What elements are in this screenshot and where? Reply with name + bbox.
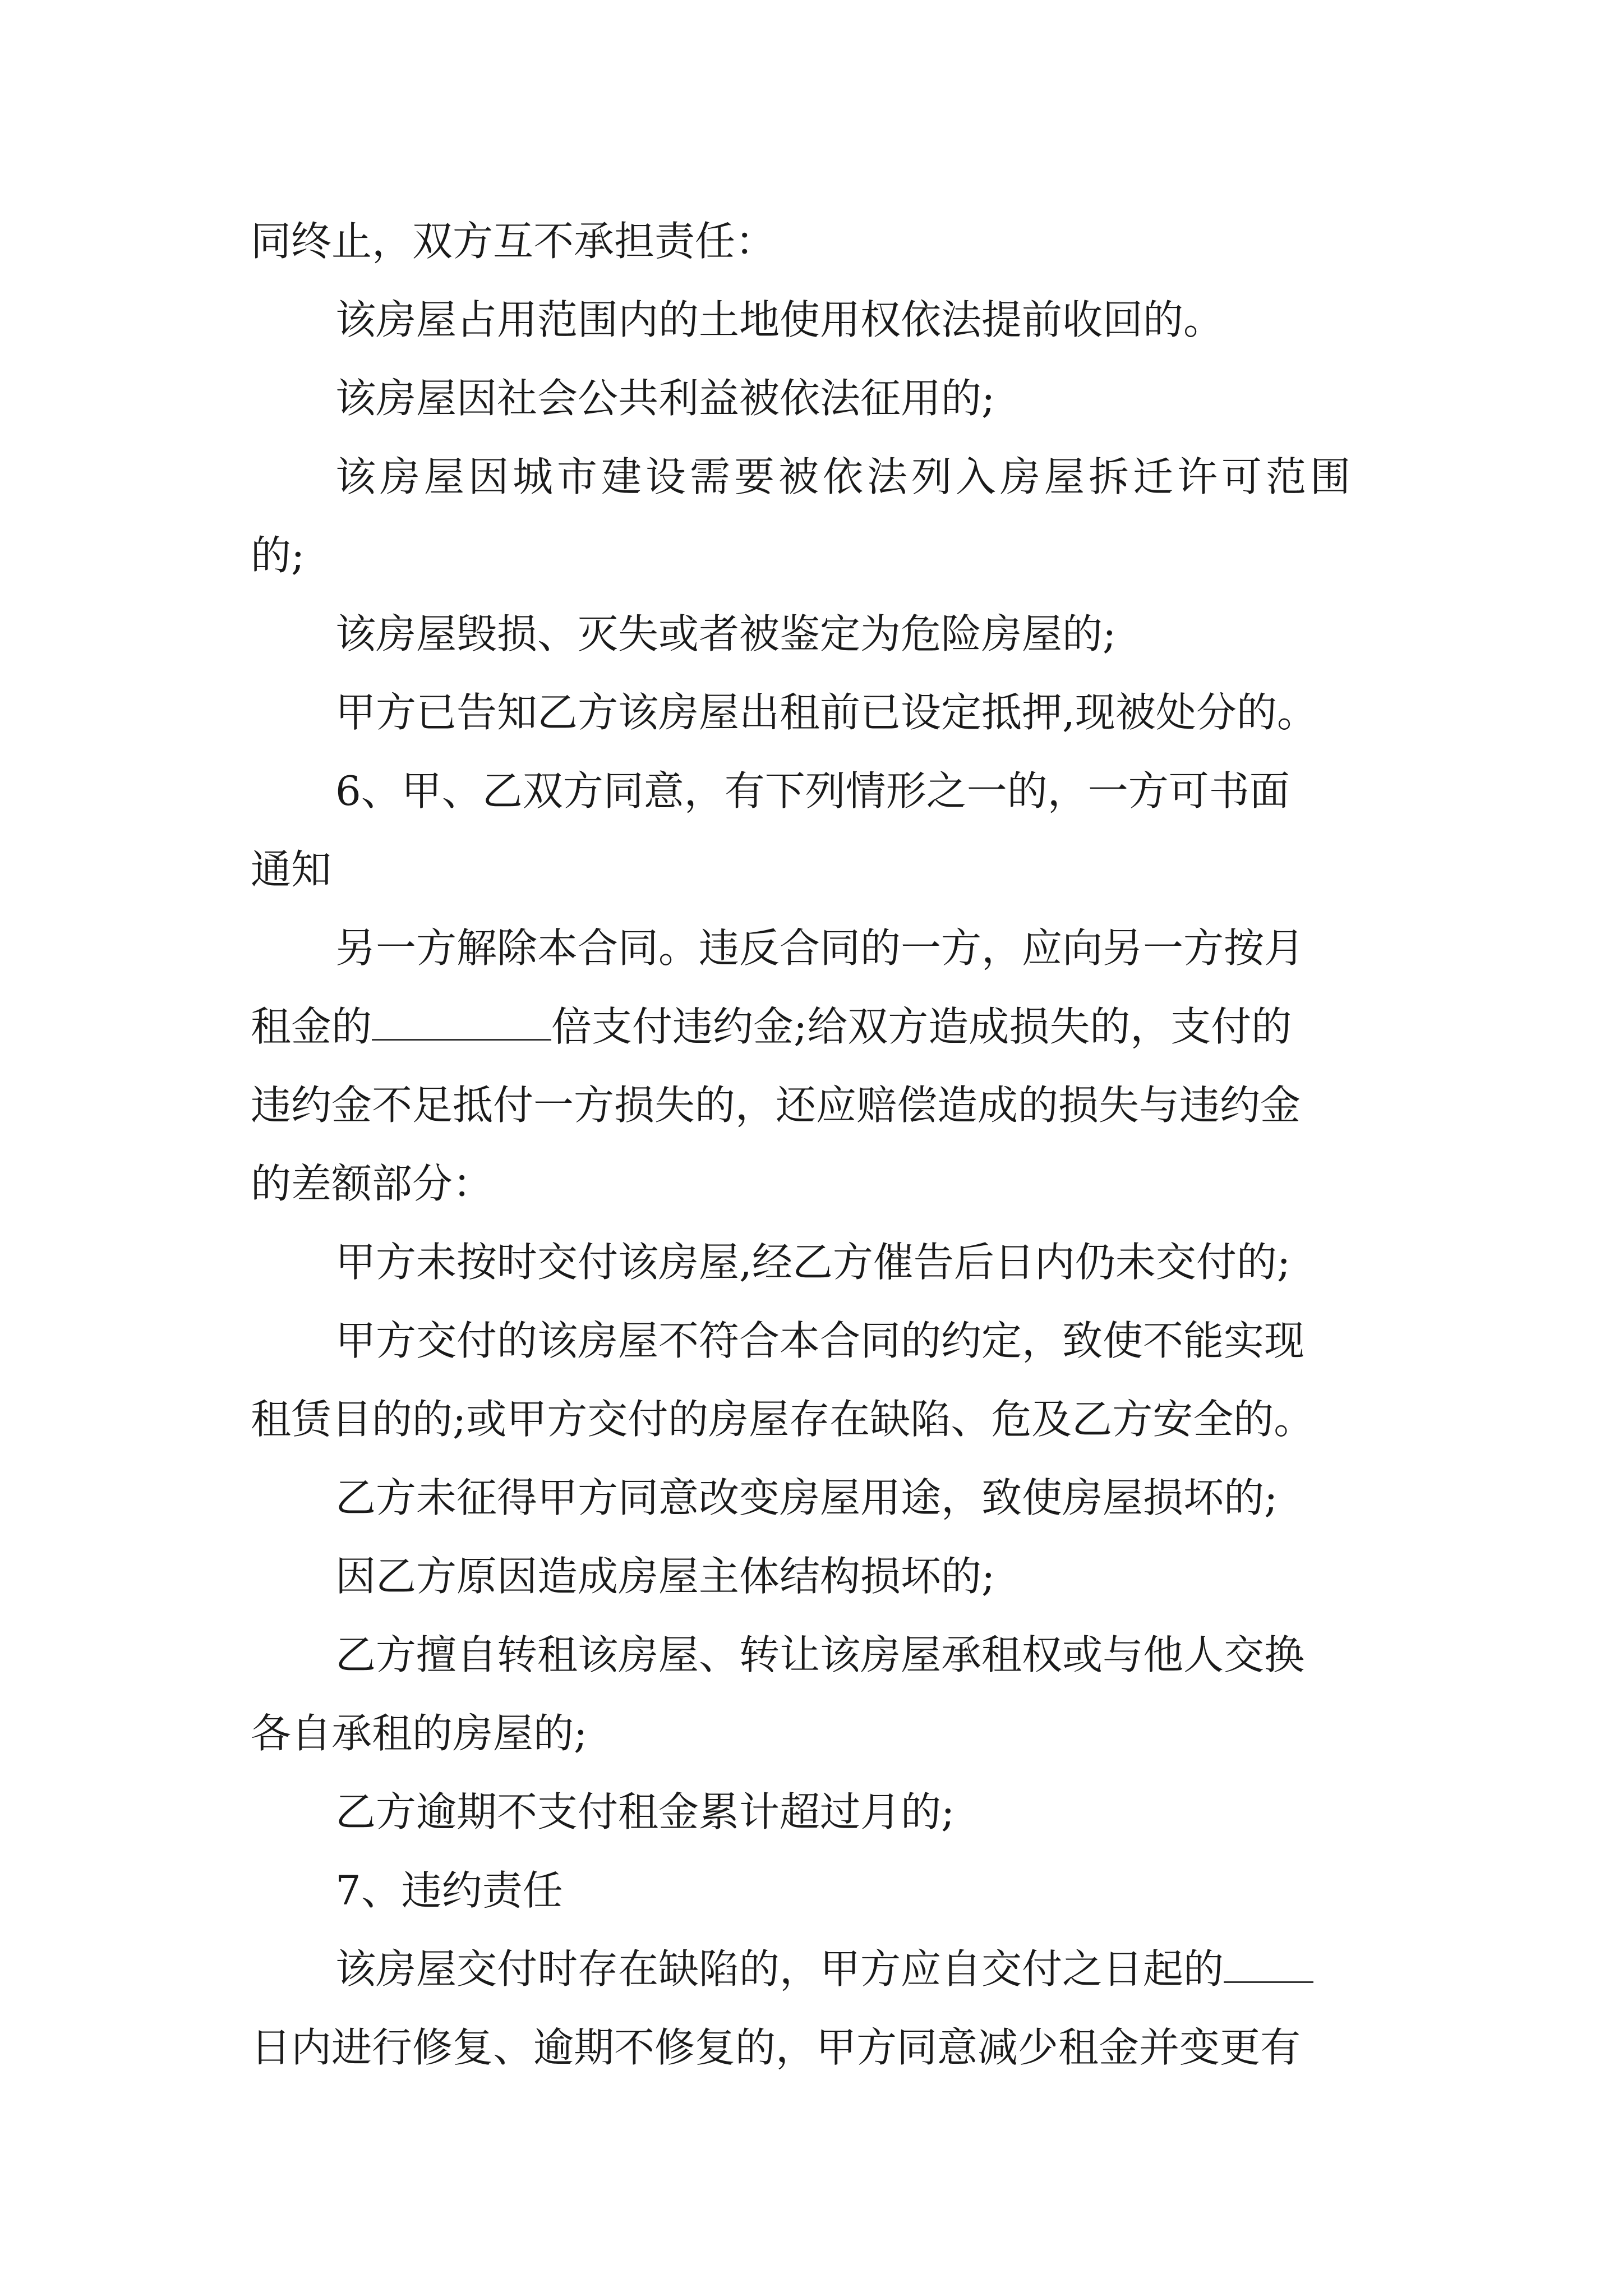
text-fragment: 倍支付违约金;给双方造成损失的，支付的 — [551, 1003, 1292, 1050]
text-line-with-blank — [251, 987, 1292, 1066]
text-line: 该房屋因城市建设需要被依法列入房屋拆迁许可范围 — [335, 453, 1355, 500]
text-line-with-blank — [335, 1930, 1313, 2008]
text-line: 甲方未按时交付该房屋,经乙方催告后日内仍未交付的; — [335, 1239, 1291, 1286]
text-line: 甲方已告知乙方该房屋出租前已设定抵押,现被处分的。 — [335, 689, 1317, 736]
text-line: 乙方擅自转租该房屋、转让该房屋承租权或与他人交换 — [335, 1631, 1305, 1678]
text-fragment: 该房屋交付时存在缺陷的，甲方应自交付之日起的 — [335, 1945, 1224, 1993]
text-line: 该房屋占用范围内的土地使用权依法提前收回的。 — [335, 296, 1224, 343]
text-line: 该房屋因社会公共利益被依法征用的; — [335, 375, 995, 422]
text-line: 因乙方原因造成房屋主体结构损坏的; — [335, 1553, 995, 1600]
text-fragment: 租金的 — [251, 1003, 372, 1050]
text-line: 乙方逾期不支付租金累计超过月的; — [335, 1788, 955, 1835]
text-line: 的差额部分： — [251, 1160, 494, 1207]
text-line: 各自承租的房屋的; — [251, 1710, 588, 1757]
text-line: 甲方交付的该房屋不符合本合同的约定，致使不能实现 — [335, 1317, 1305, 1364]
fill-in-blank — [372, 1005, 551, 1041]
text-line: 日内进行修复、逾期不修复的，甲方同意减少租金并变更有 — [251, 2024, 1301, 2071]
text-line: 租赁目的的;或甲方交付的房屋存在缺陷、危及乙方安全的。 — [251, 1396, 1315, 1443]
text-line: 的; — [251, 532, 305, 579]
text-line: 该房屋毁损、灭失或者被鉴定为危险房屋的; — [335, 610, 1117, 657]
text-line: 乙方未征得甲方同意改变房屋用途，致使房屋损坏的; — [335, 1474, 1278, 1521]
section-heading: 7、违约责任 — [335, 1867, 563, 1914]
section-heading: 6、甲、乙双方同意，有下列情形之一的，一方可书面 — [335, 767, 1290, 815]
text-line: 违约金不足抵付一方损失的，还应赔偿造成的损失与违约金 — [251, 1082, 1301, 1129]
text-line: 通知 — [251, 846, 332, 893]
text-line: 另一方解除本合同。违反合同的一方，应向另一方按月 — [335, 924, 1305, 972]
text-line: 同终止，双方互不承担责任： — [251, 218, 776, 265]
fill-in-blank — [1224, 1948, 1313, 1983]
